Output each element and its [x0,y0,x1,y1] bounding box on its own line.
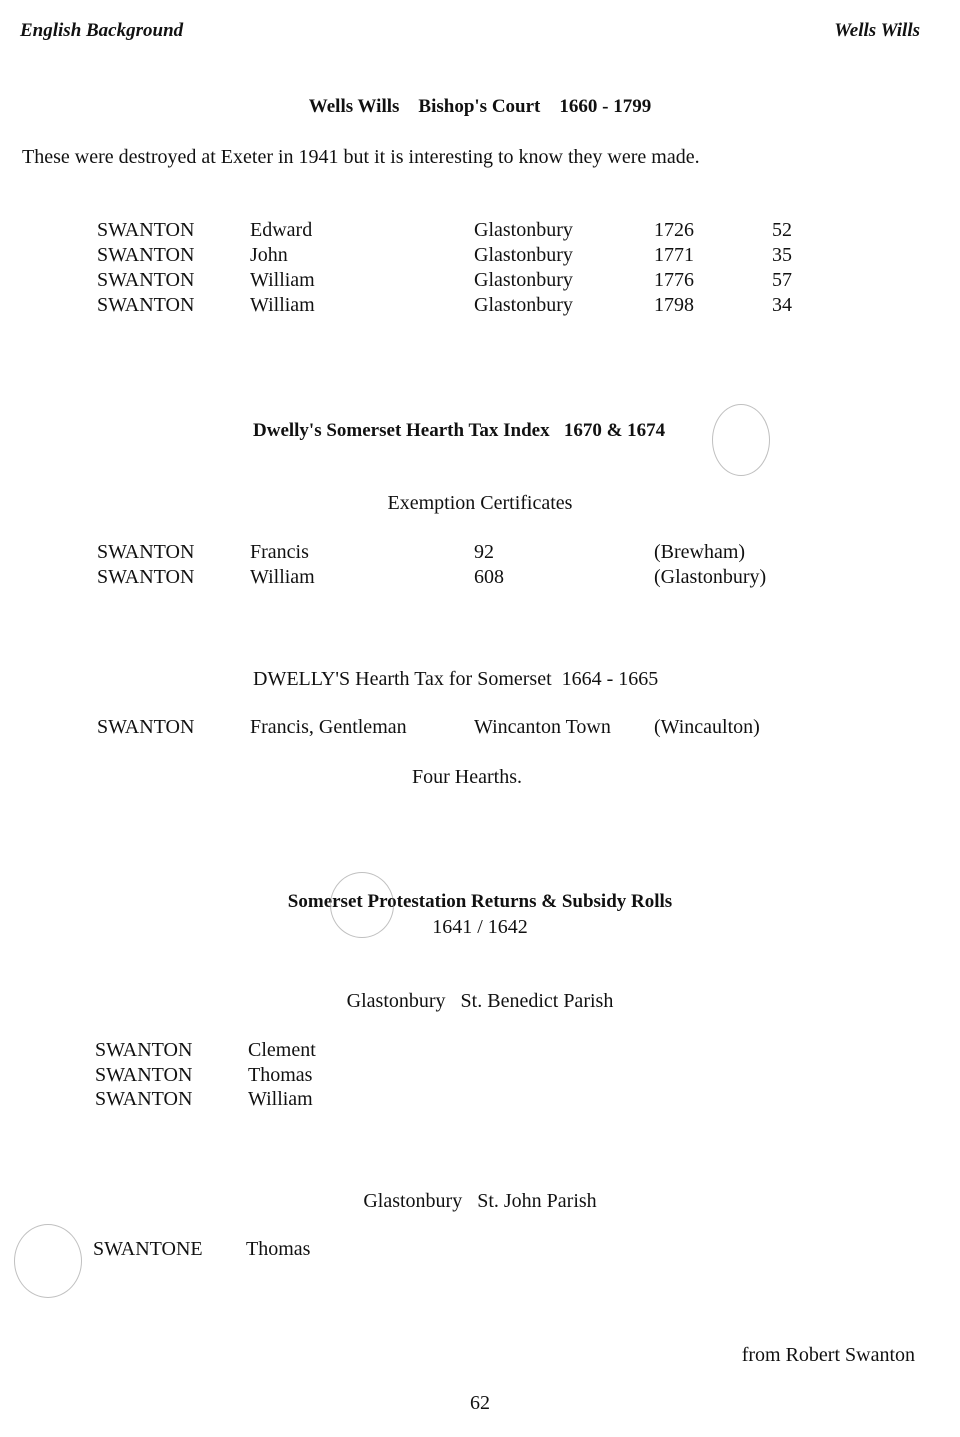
place: (Brewham) [654,541,746,563]
surname: SWANTON [97,244,195,266]
forename: Francis [250,541,309,563]
running-header-left: English Background [20,20,184,41]
forename: William [250,294,315,316]
place: Glastonbury [474,244,573,266]
table-row [0,269,960,294]
hearth-index-subtitle: Exemption Certificates [387,492,573,514]
certificate-number: 92 [474,541,494,563]
year: 1726 [654,219,694,241]
paper-stain [330,872,394,938]
forename: Francis, Gentleman [250,716,407,738]
list-item [0,1064,960,1089]
table-row [0,244,960,269]
surname: SWANTON [97,541,195,563]
place: (Glastonbury) [654,566,767,588]
wells-wills-intro: These were destroyed at Exeter in 1941 but it is interesting to know they were made. [22,146,700,168]
paper-stain [712,404,770,476]
protestation-title: Somerset Protestation Returns & Subsidy Rolls [287,891,673,912]
year: 1776 [654,269,694,291]
reference: 35 [772,244,792,266]
surname: SWANTON [97,269,195,291]
hearth-index-title: Dwelly's Somerset Hearth Tax Index 1670 & 1674 [253,420,666,441]
place: Glastonbury [474,269,573,291]
table-row [0,294,960,319]
forename: Edward [250,219,313,241]
table-row [0,716,960,741]
forename: William [250,566,315,588]
surname: SWANTON [97,294,195,316]
protestation-years: 1641 / 1642 [432,916,528,938]
list-item [0,1088,960,1113]
forename: Thomas [246,1238,311,1260]
table-row [0,541,960,566]
surname: SWANTON [95,1039,193,1061]
source-credit: from Robert Swanton [741,1344,915,1366]
reference: 52 [772,219,792,241]
running-header-right: Wells Wills [834,20,920,41]
list-item [0,1039,960,1064]
year: 1771 [654,244,694,266]
surname: SWANTONE [93,1238,203,1260]
forename: William [248,1088,313,1110]
table-row [0,219,960,244]
place: Glastonbury [474,219,573,241]
place: Glastonbury [474,294,573,316]
surname: SWANTON [95,1064,193,1086]
surname: SWANTON [95,1088,193,1110]
table-row [0,566,960,591]
forename: Clement [248,1039,316,1061]
benedict-parish-heading: Glastonbury St. Benedict Parish [346,990,614,1012]
wells-wills-title: Wells Wills Bishop's Court 1660 - 1799 [308,96,652,117]
forename: Thomas [248,1064,313,1086]
surname: SWANTON [97,566,195,588]
year: 1798 [654,294,694,316]
surname: SWANTON [97,219,195,241]
surname: SWANTON [97,716,195,738]
forename: John [250,244,288,266]
reference: 57 [772,269,792,291]
reference: 34 [772,294,792,316]
hearth-count-note: Four Hearths. [412,766,522,788]
certificate-number: 608 [474,566,504,588]
forename: William [250,269,315,291]
page-number: 62 [470,1392,490,1414]
list-item [0,1238,960,1263]
paper-stain [14,1224,82,1298]
hearth-tax-title: DWELLY'S Hearth Tax for Somerset 1664 - 1665 [253,668,659,690]
john-parish-heading: Glastonbury St. John Parish [363,1190,597,1212]
alternate-place: (Wincaulton) [654,716,760,738]
town: Wincanton Town [474,716,611,738]
